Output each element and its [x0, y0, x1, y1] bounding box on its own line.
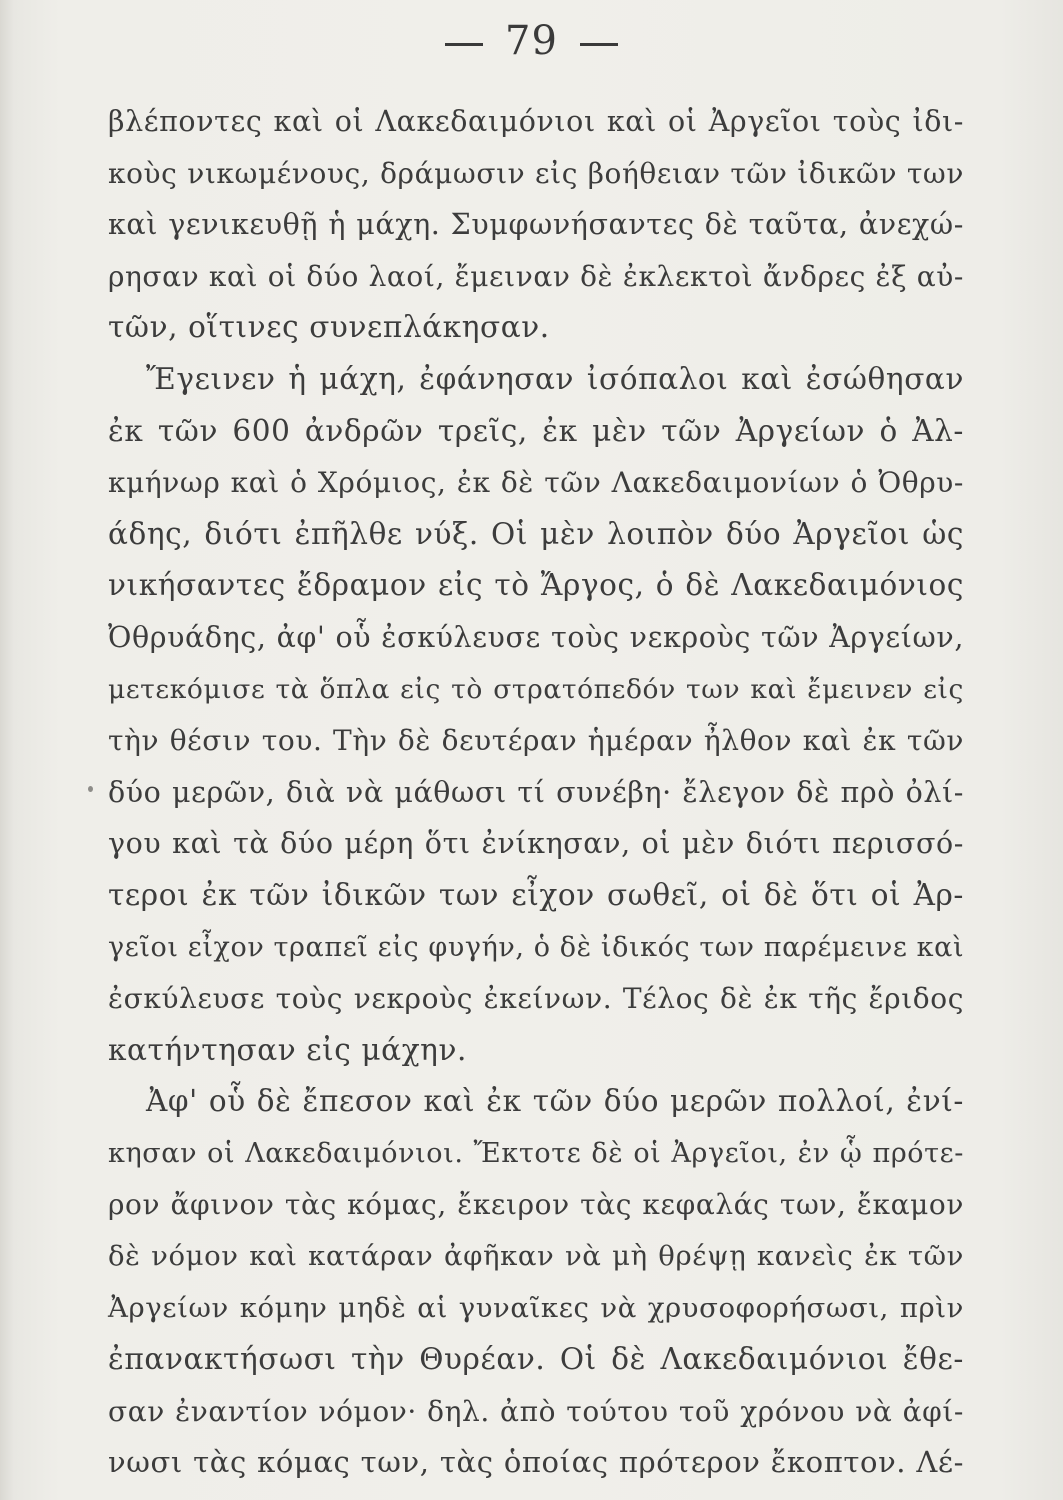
text-line: Ὀθρυάδης, ἀφ' οὗ ἐσκύλευσε τοὺς νεκροὺς τῶν Ἀργείων, [108, 620, 964, 654]
text-line: ρησαν καὶ οἱ δύο λαοί, ἔμειναν δὲ ἐκλεκτοὶ ἄνδρες ἐξ αὐ- [108, 259, 964, 293]
text-line: κμήνωρ καὶ ὁ Χρόμιος, ἐκ δὲ τῶν Λακεδαιμονίων ὁ Ὀθρυ- [108, 466, 964, 500]
text-line: κοὺς νικωμένους, δράμωσιν εἰς βοήθειαν τῶν ἰδικῶν των [108, 156, 964, 190]
text-line: δύο μερῶν, διὰ νὰ μάθωσι τί συνέβη· ἔλεγον δὲ πρὸ ὀλί- [108, 775, 964, 809]
text-line: γεῖοι εἶχον τραπεῖ εἰς φυγήν, ὁ δὲ ἰδικός των παρέμεινε καὶ [108, 931, 965, 963]
text-line: νωσι τὰς κόμας των, τὰς ὁποίας πρότερον ἔκοπτον. Λέ- [108, 1445, 964, 1480]
margin-speck [88, 786, 93, 792]
text-line: καὶ γενικευθῇ ἡ μάχη. Συμφωνήσαντες δὲ ταῦτα, ἀνεχώ- [108, 208, 964, 242]
body-text [108, 96, 964, 1489]
page-number [0, 18, 1063, 64]
page-number-dash-right [580, 43, 618, 46]
text-line: βλέποντες καὶ οἱ Λακεδαιμόνιοι καὶ οἱ Ἀργεῖοι τοὺς ἰδι- [108, 105, 964, 138]
text-line: κατήντησαν εἰς μάχην. [108, 1032, 467, 1067]
text-line: Ἀργείων κόμην μηδὲ αἱ γυναῖκες νὰ χρυσοφορήσωσι, πρὶν [108, 1291, 964, 1324]
text-line: ἐσκύλευσε τοὺς νεκροὺς ἐκείνων. Τέλος δὲ ἐκ τῆς ἔριδος [108, 982, 964, 1016]
text-line: γου καὶ τὰ δύο μέρη ὅτι ἐνίκησαν, οἱ μὲν διότι περισσό- [108, 827, 964, 861]
text-line: τὴν θέσιν του. Τὴν δὲ δευτέραν ἡμέραν ἦλθον καὶ ἐκ τῶν [108, 724, 964, 758]
text-line: ἐκ τῶν 600 ἀνδρῶν τρεῖς, ἐκ μὲν τῶν Ἀργείων ὁ Ἀλ- [108, 413, 964, 448]
page-number-value: 79 [505, 18, 558, 64]
text-line: μετεκόμισε τὰ ὅπλα εἰς τὸ στρατόπεδόν των καὶ ἔμεινεν εἰς [108, 673, 964, 705]
text-line: ρον ἄφινον τὰς κόμας, ἔκειρον τὰς κεφαλάς των, ἔκαμον [108, 1188, 964, 1222]
text-line: ἐπανακτήσωσι τὴν Θυρέαν. Οἱ δὲ Λακεδαιμόνιοι ἔθε- [108, 1342, 964, 1377]
text-line: σαν ἐναντίον νόμον· δηλ. ἀπὸ τούτου τοῦ χρόνου νὰ ἀφί- [108, 1394, 964, 1428]
text-line: νικήσαντες ἔδραμον εἰς τὸ Ἄργος, ὁ δὲ Λακεδαιμόνιος [108, 568, 964, 603]
page-number-dash-left [445, 43, 483, 46]
text-line: Ἀφ' οὗ δὲ ἔπεσον καὶ ἐκ τῶν δύο μερῶν πολλοί, ἐνί- [146, 1084, 964, 1119]
text-line: Ἔγεινεν ἡ μάχη, ἐφάνησαν ἰσόπαλοι καὶ ἐσώθησαν [146, 361, 964, 396]
text-line: τῶν, οἵτινες συνεπλάκησαν. [108, 310, 550, 345]
text-line: κησαν οἱ Λακεδαιμόνιοι. Ἔκτοτε δὲ οἱ Ἀργεῖοι, ἐν ᾧ πρότε- [108, 1137, 964, 1169]
text-line: δὲ νόμον καὶ κατάραν ἀφῆκαν νὰ μὴ θρέψῃ κανεὶς ἐκ τῶν [108, 1240, 964, 1273]
text-line: τεροι ἐκ τῶν ἰδικῶν των εἶχον σωθεῖ, οἱ δὲ ὅτι οἱ Ἀρ- [108, 877, 964, 912]
text-line: άδης, διότι ἐπῆλθε νύξ. Οἱ μὲν λοιπὸν δύο Ἀργεῖοι ὡς [108, 516, 964, 551]
